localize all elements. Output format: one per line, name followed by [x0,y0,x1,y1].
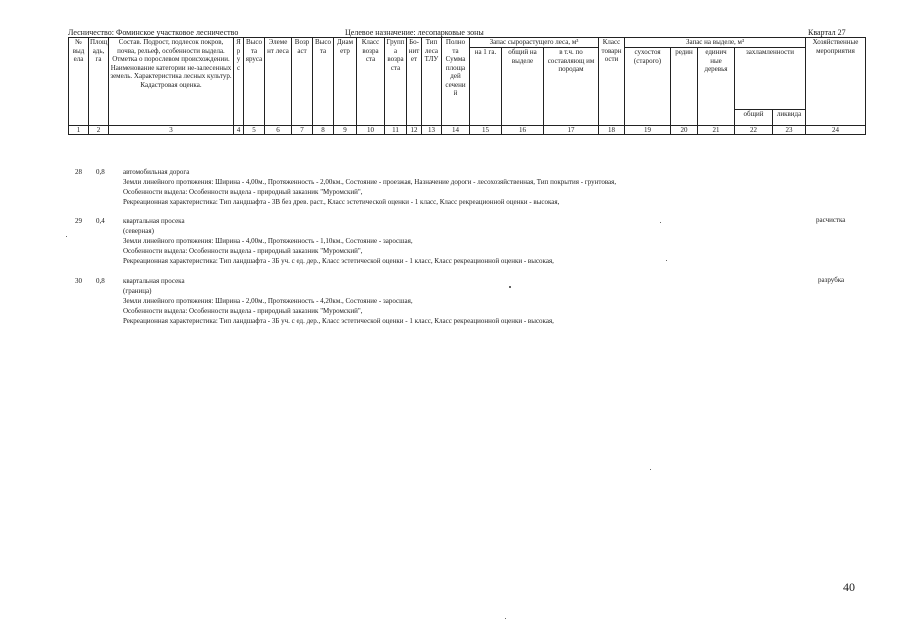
land-category: автомобильная дорога [123,168,190,176]
col-number: 21 [698,126,735,135]
col-number: 9 [334,126,357,135]
vydel-features: Особенности выдела: Особенности выдела - природный заказник "Муромский", [123,188,363,196]
col-group-vydel-stock: Запас на выделе, м³ [625,38,806,48]
col-number: 13 [422,126,442,135]
col-stock-by-species: в т.ч. по составляющ им породам [544,48,599,126]
col-number: 10 [357,126,385,135]
vydel-area: 0,8 [96,168,105,176]
col-area: Площ адь, га [89,38,109,126]
forestry-label: Лесничество: Фоминское участковое лесничество [68,28,239,37]
col-height: Высо та [313,38,334,126]
col-number: 5 [244,126,265,135]
col-stock-total: общий на выделе [502,48,544,126]
land-category: квартальная просека [123,217,185,225]
col-sparse: редин [671,48,698,126]
recreation-characteristics: Рекреационная характеристика: Тип ландшафта - 3Б уч. с ед. дер., Класс эстетической оценки - 1 класс, Класс рекреационной оценки - высокая, [123,257,554,265]
col-forest-element: Элеме нт леса [265,38,292,126]
purpose-label: Целевое назначение: лесопарковые зоны [345,28,484,37]
vydel-features: Особенности выдела: Особенности выдела - природный заказник "Муромский", [123,307,363,315]
land-category-note: (граница) [123,287,152,295]
col-number: 7 [292,126,313,135]
vydel-features: Особенности выдела: Особенности выдела - природный заказник "Муромский", [123,247,363,255]
vydel-number: 29 [75,217,82,225]
col-layer: Я р у с [234,38,244,126]
management-action: разрубка [818,276,845,284]
col-number: 17 [544,126,599,135]
land-category-note: (северная) [123,227,154,235]
linear-land-details: Земли линейного протяжения: Ширина - 2,00м., Протяженность - 4,20км., Состояние - заросшая, [123,297,413,305]
col-diameter: Диам етр [334,38,357,126]
col-dead-stand: сухостоя (старого) [625,48,671,126]
col-vydel-number: № выд ела [69,38,89,126]
recreation-characteristics: Рекреационная характеристика: Тип ландшафта - 3Б уч. с ед. дер., Класс эстетической оценки - 1 класс, Класс рекреационной оценки - высокая, [123,317,554,325]
linear-land-details: Земли линейного протяжения: Ширина - 4,00м., Протяженность - 1,10км., Состояние - заросшая, [123,237,413,245]
col-number: 18 [599,126,625,135]
col-number: 3 [109,126,234,135]
column-header-table [68,37,866,135]
col-number: 8 [313,126,334,135]
col-number: 14 [442,126,470,135]
col-number: 4 [234,126,244,135]
quarter-label: Квартал 27 [808,28,846,37]
scan-speck [666,260,667,261]
col-clutter-liquid: ликвида [773,109,806,126]
col-age-group: Групп а возра ста [385,38,407,126]
page-number: 40 [843,580,855,594]
col-number: 19 [625,126,671,135]
col-single-trees: единич ные деревья [698,48,735,126]
col-number: 23 [773,126,806,135]
scan-speck [660,222,661,223]
col-number: 24 [806,126,866,135]
recreation-characteristics: Рекреационная характеристика: Тип ландшафта - 3В без древ. раст., Класс эстетической оценки - 1 класс, Класс рекреационной оценки - высокая, [123,198,560,206]
col-density: Полно та Сумма площа дей сечени й [442,38,470,126]
scan-speck [509,286,511,288]
col-number: 1 [69,126,89,135]
col-number: 16 [502,126,544,135]
col-forest-type: Тип леса ТЛУ [422,38,442,126]
col-age-class: Класс возра ста [357,38,385,126]
col-layer-height: Высо та яруса [244,38,265,126]
linear-land-details: Земли линейного протяжения: Ширина - 4,00м., Протяженность - 2,00км., Состояние - проезжая, Назначение дороги - лесохозяйственная, Тип покрытия - грунтовая, [123,178,617,186]
col-number: 22 [735,126,773,135]
col-clutter-total: общий [735,109,773,126]
vydel-area: 0,4 [96,217,105,225]
scan-speck [66,236,67,237]
land-category: квартальная просека [123,277,185,285]
col-number: 15 [470,126,502,135]
col-number: 2 [89,126,109,135]
col-group-growing-stock: Запас сырорастущего леса, м³ [470,38,599,48]
col-number: 12 [407,126,422,135]
col-stock-per-ha: на 1 га. [470,48,502,126]
management-action: расчистка [816,216,846,224]
scan-speck [505,618,506,619]
scan-speck [650,469,651,470]
col-bonitet: Бо-нит ет [407,38,422,126]
col-number: 6 [265,126,292,135]
vydel-number: 28 [75,168,82,176]
vydel-number: 30 [75,277,82,285]
col-commodity-class: Класс товарн ости [599,38,625,126]
col-management-actions: Хозяйственные мероприятия [806,38,866,126]
col-description: Состав. Подрост, подлесок покров, почва, рельеф, особенности выдела. Отметка о порослевом происхождении. Наименование категории не-залесенных земель. Характеристика лесных культур. Кадастровая оценка. [109,38,234,126]
vydel-area: 0,8 [96,277,105,285]
col-number: 20 [671,126,698,135]
col-age: Возр аст [292,38,313,126]
col-group-clutter: захламленности [735,48,806,110]
col-number: 11 [385,126,407,135]
